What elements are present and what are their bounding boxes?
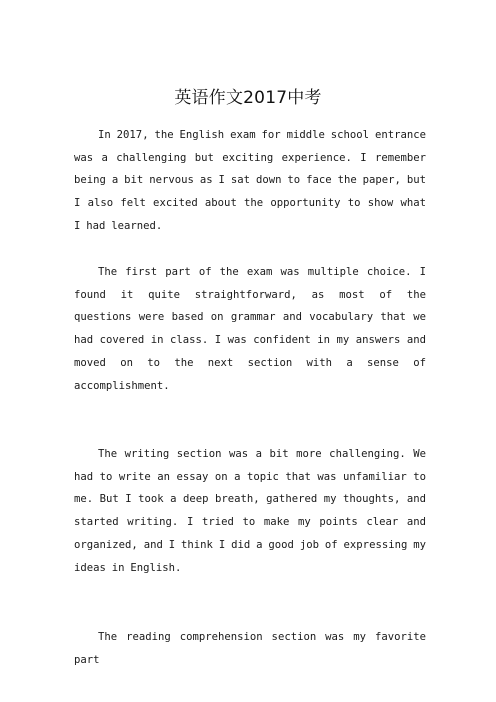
paragraph-3: The writing section was a bit more challenging. We had to write an essay on a topic that was unfamiliar to me. But I took a deep breath, gathered my thoughts, and started writing. I tried to make my points clear and organized, and I think I did a good job of expressing my ideas in English. <box>74 448 426 574</box>
page-title: 英语作文2017中考 <box>174 88 322 108</box>
paragraph-2: The first part of the exam was multiple choice. I found it quite straightforward, as most of the questions were based on grammar and vocabulary that we had covered in class. I was confident in my answers and moved on to the next section with a sense of accomplishment. <box>74 266 426 392</box>
paragraph-4: The reading comprehension section was my favorite part <box>74 631 426 666</box>
paragraph-1: In 2017, the English exam for middle school entrance was a challenging but exciting experience. I remember being a bit nervous as I sat down to face the paper, but I also felt excited about the opportunity to show what I had learned. <box>74 129 426 232</box>
